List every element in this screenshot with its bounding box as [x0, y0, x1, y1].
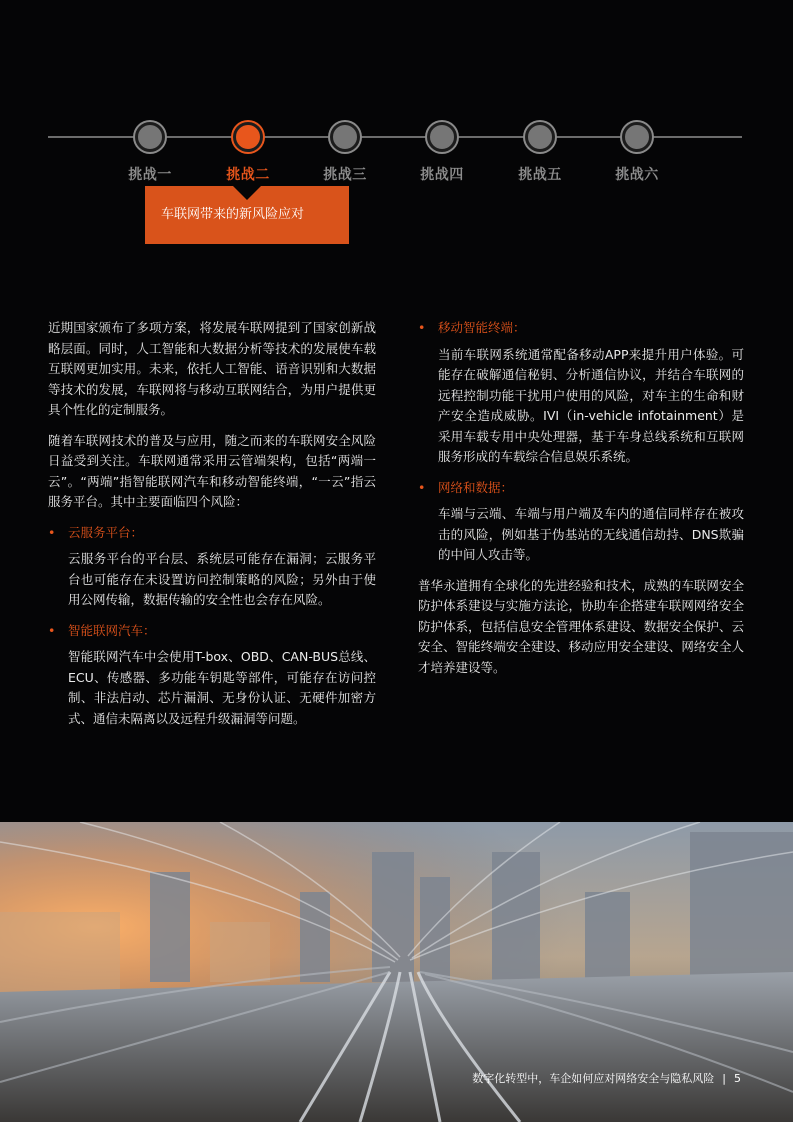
- step-dot: [622, 122, 652, 152]
- cover-photo-motion-rails: [0, 822, 793, 1122]
- step-label: 挑战二: [226, 167, 270, 183]
- step-label: 挑战六: [615, 167, 659, 183]
- step-label: 挑战五: [518, 167, 562, 183]
- pwc-summary-paragraph: 普华永道拥有全球化的先进经验和技术，成熟的车联网安全防护体系建设与实施方法论，协助车企搭建车联网网络安全防护体系，包括信息安全管理体系建设、数据安全保护、云安全、智能终端安全建设、移动应用安全建设、网络安全人才培养建设等。: [418, 577, 744, 675]
- page-number: 5: [734, 1072, 741, 1085]
- bullet-marker: •: [48, 524, 56, 540]
- bullet-title: 移动智能终端：: [438, 320, 526, 335]
- step-dot: [135, 122, 165, 152]
- step-dot: [427, 122, 457, 152]
- right-column: [418, 318, 744, 688]
- step-dot: [330, 122, 360, 152]
- step-label: 挑战三: [323, 167, 367, 183]
- intro-paragraph: 近期国家颁布了多项方案，将发展车联网提到了国家创新战略层面。同时，人工智能和大数据分析等技术的发展使车载互联网更加实用。未来，依托人工智能、语音识别和大数据等技术的发展，车联网将与移动互联网结合，为用户提供更具个性化的定制服务。: [48, 320, 376, 417]
- bullet-body: 智能联网汽车中会使用T-box、OBD、CAN-BUS总线、ECU、传感器、多功能车钥匙等部件，可能存在访问控制、非法启动、芯片漏洞、无身份认证、无硬件加密方式、通信未隔离以及远程升级漏洞等问题。: [68, 649, 376, 726]
- left-column: [48, 318, 376, 739]
- step-dot: [525, 122, 555, 152]
- step-challenge-5: [490, 122, 590, 184]
- bullet-title: 网络和数据：: [438, 479, 514, 495]
- bullet-marker: •: [418, 320, 426, 335]
- bullet-cloud-platform: [48, 523, 376, 544]
- bullet-title: 智能联网汽车：: [68, 622, 156, 638]
- step-challenge-4: [392, 122, 492, 184]
- footer-separator: |: [722, 1072, 726, 1085]
- step-challenge-2: [198, 122, 298, 184]
- step-challenge-3: [295, 122, 395, 184]
- risk-overview-paragraph: 随着车联网技术的普及与应用，随之而来的车联网安全风险日益受到关注。车联网通常采用云管端架构，包括“两端一云”。“两端”指智能联网汽车和移动智能终端，“一云”指云服务平台。其中主要面临四个风险：: [48, 432, 376, 509]
- bullet-body: 车端与云端、车端与用户端及车内的通信同样存在被攻击的风险，例如基于伪基站的无线通信劫持、DNS欺骗的中间人攻击等。: [438, 506, 744, 562]
- bullet-marker: •: [418, 479, 426, 495]
- step-challenge-1: [100, 122, 200, 184]
- bullet-connected-vehicle: [48, 621, 376, 642]
- footer-title: 数字化转型中，车企如何应对网络安全与隐私风险: [472, 1072, 715, 1085]
- bullet-title: 云服务平台：: [68, 524, 144, 540]
- bullet-body: 云服务平台的平台层、系统层可能存在漏洞；云服务平台也可能存在未设置访问控制策略的风险；另外由于使用公网传输，数据传输的安全性也会存在风险。: [68, 551, 376, 607]
- section-callout: 车联网带来的新风险应对: [145, 186, 349, 244]
- bullet-mobile-terminal: [418, 318, 744, 339]
- step-challenge-6: [587, 122, 687, 184]
- callout-notch: [233, 186, 261, 200]
- bullet-network-data: [418, 478, 744, 499]
- step-label: 挑战四: [420, 167, 464, 183]
- bullet-marker: •: [48, 622, 56, 638]
- step-dot-active: [233, 122, 263, 152]
- bullet-body: 当前车联网系统通常配备移动APP来提升用户体验。可能存在破解通信秘钥、分析通信协议，并结合车联网的远程控制功能干扰用户使用的风险，对车主的生命和财产安全造成威胁。IVI（in-vehicle infotainment）是采用车载专用中央处理器，基于车身总线系统和互联网服务形成的车载综合信息娱乐系统。: [438, 346, 744, 464]
- page-footer: [472, 1070, 741, 1086]
- step-label: 挑战一: [128, 167, 172, 183]
